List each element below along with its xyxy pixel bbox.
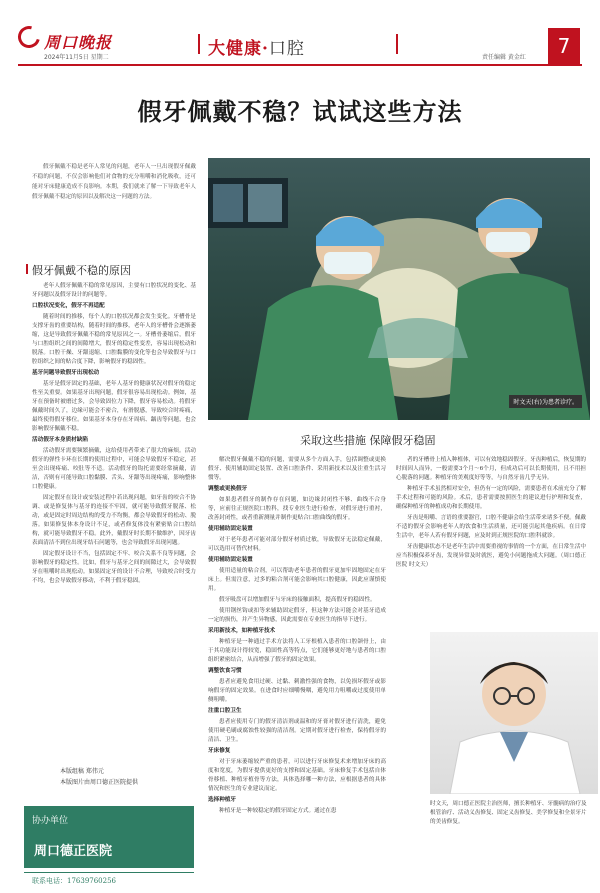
paragraph: 种植牙是一种通过手术方法将人工牙根植入患者的口腔颌骨上，由于其功能设计得较宽，稳固性高等特点，它们能够更好地与患者的口腔组织紧密结合，从而增强了假牙的固定效果。 [208,639,386,663]
paragraph: 种植牙是一种较稳定的假牙固定方式。通过在患 [219,808,337,814]
photo-caption: 时文天(右)为患者诊疗。 [509,395,582,408]
paragraph: 固定假牙在设计或安装过程中若出现问题，如牙齿的咬合不协调、或是修复体与基牙的连接不牢固，就可能导致假牙脱落、松动，或是固定时周边结构的受力不均衡，都会导致假牙的松动、脱落。如果修复体本身设计不足，或者修复体没有紧密贴合口腔结构，就可能导致假牙不稳。此外，戴假牙时长期不做维护，因牙齿表面清洁不到位出现牙结石问题等，也会导致假牙出现问题。 [32,495,196,546]
sub-heading: 采用新技术，如种植牙技术 [208,628,276,634]
page-number: 7 [548,28,580,64]
sponsor-name: 周口德正医院 [24,828,194,868]
surgery-photo [208,158,590,420]
paragraph: 固定假牙设计不当，包括固定不牢、咬合关系不良等问题，会影响假牙的稳定性。比如，假牙与基牙之间的间隙过大，会导致假牙在咀嚼时出现松动。如果固定牙的设计不合理，导致咬合时受力不均，也会导致假牙移动，不利于假牙稳固。 [32,551,196,584]
paragraph: 如果患者假牙的制作存在问题，如边缘封闭性不够、曲线不合身等，应前往正规医院口腔科，找专业医生进行检查，对假牙进行重衬，改善封闭性，或者重新测量并制作更贴合口腔曲线的假牙。 [208,497,386,521]
section-bar-left [198,34,200,54]
middle-article-column [208,456,386,818]
sub-heading: 使用辅助固定装置 [208,557,253,563]
sponsor-tag: 协办单位 [24,806,194,830]
paragraph: 使用适量的粘合剂，可以帮助老年患者的假牙更加牢固地固定在牙床上。但需注意，过多的粘合剂可能会影响其口腔健康，因此应谨慎使用。 [208,568,386,592]
surgery-illustration [208,158,590,420]
paragraph: 对于老年患者可能对部分假牙材质过敏，导致假牙无法稳定佩戴，可以选用可替代材料。 [208,537,386,552]
sub-heading: 活动假牙本身质材缺陷 [32,437,88,443]
intro-paragraph: 假牙佩戴不稳是老年人常见的问题，老年人一旦出现假牙佩戴不稳的问题，不仅会影响他们对食物的充分咀嚼和消化吸收，还可能对牙床健康造成不良影响。本期，我们就来了解一下导致老年人假牙佩戴不稳定的原因以及解决这一问题的方法。 [32,164,196,200]
sponsor-box [24,806,194,893]
left-article-column [32,282,196,588]
sub-heading: 选择种植牙 [208,797,236,803]
section-subname: 口腔 [268,39,305,59]
doctor-portrait [430,632,598,794]
doctor-illustration [430,632,598,794]
sub-heading: 调整或更换假牙 [208,486,248,492]
section-title: 大健康·口腔 [208,39,305,59]
author-credit [60,766,138,788]
sponsor-phone: 联系电话：17639760256 [24,872,194,888]
paragraph: 患者应使用专门的假牙清洁剂或温和的牙膏对假牙进行清洗，避免使用硬毛刷或腐蚀性较强的清洁剂。定期对假牙进行检查，保持假牙的清洁、卫生。 [208,719,386,743]
section-heading-causes: 假牙佩戴不稳的原因 [32,264,131,277]
sub-heading: 基牙问题导致假牙出现松动 [32,370,100,376]
paragraph: 使用钢丝钩或扣等来辅助固定假牙，但这种方法可能会对基牙造成一定的损伤，并产生异物感，因此需要在专业医生的指导下进行。 [208,608,386,623]
paragraph: 老年人假牙佩戴不稳的常见原因，主要有口腔状况的变化、基牙问题以及假牙设计的问题等。 [32,283,196,298]
masthead-rule [18,64,582,66]
editor-credit: 责任编辑 黄金红 [482,54,526,61]
section-heading-measures: 采取这些措施 保障假牙稳固 [300,434,436,447]
doctor-caption: 时文天，周口德正医院主治医师，擅长种植牙、牙髓病的治疗及根管治疗、活动义齿修复、固定义齿修复、美学修复和全景牙片的美齿修复。 [430,801,587,825]
sub-heading: 牙床修复 [208,748,231,754]
sub-heading: 口腔状况变化，假牙不再适配 [32,303,105,309]
paragraph: 患者应避免食用过硬、过黏、刺激性强的食物，以免损坏假牙或影响假牙的固定效果。在进食时应细嚼慢咽，避免用力咀嚼或过度使用单侧咀嚼。 [208,679,386,703]
paragraph: 者的牙槽骨上植入种植体，可以有效地稳固假牙。牙齿种植后，恢复期的时间因人而异，一般需要3个月～6个月，但成功后可以长期使用，且不用担心脱落的问题。种植牙的美观度好等等，与自然牙齿几乎无异。 [396,457,587,481]
paragraph: 活动假牙需要频繁摘戴，这给使用者带来了很大的麻烦。活动假牙的弹性卡环在长期的使用过程中，可能会导致假牙不稳定，甚至会出现疼痛、咬肚等不适。活动假牙的钩托需要经常摘戴，清洁，否则有可能导致口腔黏膜、舌头、牙龈等出现疼痛，影响整体口腔健康。 [32,448,196,490]
sub-heading: 注重口腔卫生 [208,708,242,714]
author-line-1: 本版组稿 郑伟元 [60,768,104,775]
paragraph: 随着时间的推移，每个人的口腔状况都会发生变化。牙槽骨是支撑牙齿的重要结构，随着时间的推移，老年人的牙槽骨会逐渐萎缩，这是导致假牙佩戴不稳的常见原因之一。牙槽骨萎缩后，假牙与口腔组织之间的间隙增大，假牙的稳定性变差，容易出现松动和脱落。口腔干燥、牙龈退缩、口腔黏膜的变化等也会导致假牙与口腔组织之间的贴合度下降，影响假牙的稳固性。 [32,314,196,365]
section-name: 大健康 [208,39,262,59]
paragraph: 假牙吸盘可以增加假牙与牙床的接触面积，提高假牙的稳固性。 [219,597,376,603]
masthead [0,0,600,64]
paragraph: 对于牙床萎缩较严重的患者，可以进行牙床修复术来增加牙床的高度和宽度，为假牙提供更好的支撑和固定基础。牙床修复手术包括自体骨移植、种植牙植骨等方法，具体选择哪一种方法，应根据患者的具体情况和医生的专业建议而定。 [208,759,386,792]
right-article-column [396,456,586,572]
newspaper-logo: 周口晚报 [44,33,113,52]
dateline: 2024年11月5日 星期二 [44,54,109,61]
newspaper-logo-icon [14,22,44,52]
paragraph: 牙齿是咀嚼、言语的重要器官，口腔不健康会给生活带来诸多不便。佩戴不适的假牙会影响老年人的饮食和生活质量，还可能引起其他疾病。在日常生活中，老年人若有假牙问题，应及时到正规医院的口腔科就诊。 [396,515,587,539]
paragraph: 种植牙手术虽然相对安全，但仍有一定的风险，需要患者在术前充分了解手术过程和可能的风险。术后，患者需要按照医生的建议进行护理和复查，确保种植牙的种植成功和长期使用。 [396,486,587,510]
paragraph: 牙齿健康状态不是老年生活中需要重视的事情的一个方面，在日常生活中应当积极保养牙齿，发现异常及时就医，避免小问题拖成大问题。（周口德正医院 时文天） [396,544,587,568]
paragraph: 基牙是假牙固定的基础，老年人基牙的健康状况对假牙的稳定性至关重要。如果基牙出现问题，假牙很容易出现松动。例如，基牙在预备时被磨过多，会导致固位力下降，假牙容易松动。将假牙佩戴时间久了，边缘可能会不密合，有滑脱感，导致咬合时疼痛，最终使得假牙移位。如果基牙本身存在牙周病、龋齿等问题，也会影响假牙佩戴不稳。 [32,381,196,432]
headline: 假牙佩戴不稳？试试这些方法 [137,98,463,126]
section-bar-right [396,34,398,54]
sub-heading: 调整饮食习惯 [208,668,242,674]
paragraph: 解决假牙佩戴不稳的问题，需要从多个方面入手，包括调整或更换假牙、使用辅助固定装置、改善口腔条件、采用新技术以及注重生活习惯等。 [208,457,386,481]
sub-heading: 使用辅助固定装置 [208,526,253,532]
author-line-2: 本版图片由周口德正医院提供 [60,779,139,786]
